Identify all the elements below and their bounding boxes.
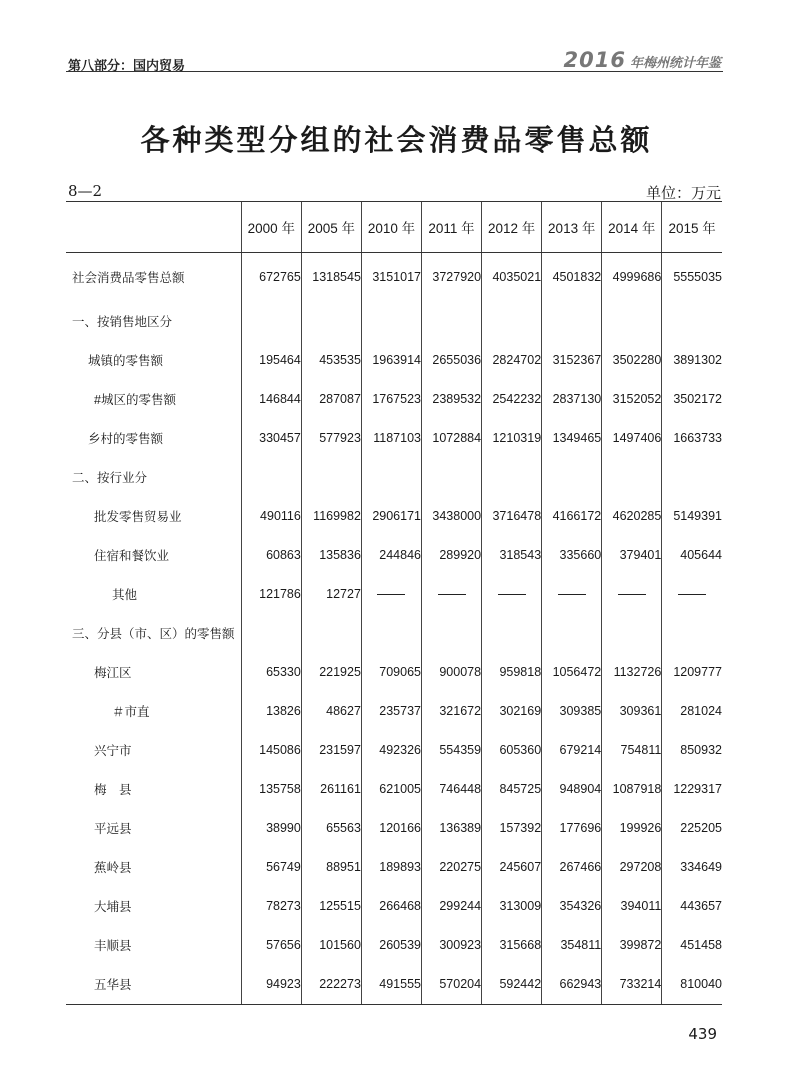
table-row [66, 535, 722, 574]
value-cell: 1963914 [361, 340, 421, 379]
value-cell: 1349465 [542, 418, 602, 457]
dash-line [438, 594, 466, 595]
value-cell: 245607 [482, 847, 542, 886]
value-cell: 12727 [301, 574, 361, 613]
header-corner-cell [66, 202, 241, 253]
value-cell: 2906171 [361, 496, 421, 535]
value-cell: 2824702 [482, 340, 542, 379]
dash-line [558, 594, 586, 595]
value-cell [422, 301, 482, 340]
row-label: 一、按销售地区分 [72, 314, 173, 329]
value-cell: 3438000 [422, 496, 482, 535]
row-label: 大埔县 [94, 899, 132, 914]
value-cell: 1209777 [662, 652, 722, 691]
value-cell: 900078 [422, 652, 482, 691]
year-header: 2012 年 [482, 202, 542, 253]
row-label: 其他 [112, 587, 138, 602]
value-cell: 3727920 [422, 253, 482, 302]
table-row [66, 652, 722, 691]
value-cell: 394011 [602, 886, 662, 925]
year-header: 2005 年 [301, 202, 361, 253]
value-cell: 135758 [241, 769, 301, 808]
value-cell: 1229317 [662, 769, 722, 808]
year-header: 2011 年 [422, 202, 482, 253]
value-cell [482, 457, 542, 496]
value-cell: 605360 [482, 730, 542, 769]
value-cell [361, 613, 421, 652]
value-cell: 3716478 [482, 496, 542, 535]
table-row [66, 613, 722, 652]
value-cell: 1169982 [301, 496, 361, 535]
value-cell: 672765 [241, 253, 301, 302]
value-cell [602, 457, 662, 496]
value-cell: 266468 [361, 886, 421, 925]
empty-value-dash [361, 574, 421, 613]
empty-value-dash [482, 574, 542, 613]
value-cell: 244846 [361, 535, 421, 574]
row-label: 梅 县 [94, 782, 132, 797]
value-cell: 1663733 [662, 418, 722, 457]
value-cell: 136389 [422, 808, 482, 847]
value-cell: 289920 [422, 535, 482, 574]
value-cell: 379401 [602, 535, 662, 574]
row-label: 兴宁市 [94, 743, 132, 758]
value-cell: 335660 [542, 535, 602, 574]
table-row [66, 418, 722, 457]
value-cell: 754811 [602, 730, 662, 769]
yearbook-year: 2016 [563, 48, 626, 72]
year-header: 2010 年 [361, 202, 421, 253]
dash-line [377, 594, 405, 595]
value-cell [662, 613, 722, 652]
row-label: #城区的零售额 [94, 392, 176, 407]
table-row [66, 379, 722, 418]
value-cell [422, 613, 482, 652]
dash-line [498, 594, 526, 595]
value-cell [662, 457, 722, 496]
value-cell [361, 457, 421, 496]
value-cell: 309361 [602, 691, 662, 730]
row-label: 蕉岭县 [94, 860, 132, 875]
value-cell: 709065 [361, 652, 421, 691]
retail-sales-table [66, 201, 722, 1005]
value-cell [301, 301, 361, 340]
row-label: 城镇的零售额 [88, 353, 164, 368]
value-cell: 3502172 [662, 379, 722, 418]
value-cell: 399872 [602, 925, 662, 964]
value-cell: 2389532 [422, 379, 482, 418]
value-cell: 177696 [542, 808, 602, 847]
value-cell: 3502280 [602, 340, 662, 379]
value-cell: 451458 [662, 925, 722, 964]
value-cell: 354811 [542, 925, 602, 964]
value-cell [602, 301, 662, 340]
value-cell [542, 613, 602, 652]
value-cell: 88951 [301, 847, 361, 886]
value-cell: 4035021 [482, 253, 542, 302]
value-cell: 2655036 [422, 340, 482, 379]
value-cell: 313009 [482, 886, 542, 925]
value-cell: 490116 [241, 496, 301, 535]
value-cell [241, 301, 301, 340]
value-cell: 199926 [602, 808, 662, 847]
value-cell: 281024 [662, 691, 722, 730]
value-cell: 746448 [422, 769, 482, 808]
value-cell: 120166 [361, 808, 421, 847]
value-cell: 125515 [301, 886, 361, 925]
value-cell: 287087 [301, 379, 361, 418]
value-cell: 318543 [482, 535, 542, 574]
value-cell: 225205 [662, 808, 722, 847]
row-label: 乡村的零售额 [88, 431, 164, 446]
value-cell: 1072884 [422, 418, 482, 457]
table-row [66, 925, 722, 964]
value-cell: 679214 [542, 730, 602, 769]
value-cell: 443657 [662, 886, 722, 925]
value-cell: 1132726 [602, 652, 662, 691]
row-label: 二、按行业分 [72, 470, 148, 485]
year-header: 2000 年 [241, 202, 301, 253]
value-cell [482, 301, 542, 340]
value-cell: 330457 [241, 418, 301, 457]
value-cell: 2542232 [482, 379, 542, 418]
value-cell: 3152367 [542, 340, 602, 379]
value-cell: 733214 [602, 964, 662, 1005]
table-row [66, 769, 722, 808]
value-cell: 157392 [482, 808, 542, 847]
value-cell: 354326 [542, 886, 602, 925]
value-cell: 267466 [542, 847, 602, 886]
page-number: 439 [688, 1025, 717, 1043]
value-cell: 3891302 [662, 340, 722, 379]
value-cell: 189893 [361, 847, 421, 886]
value-cell: 491555 [361, 964, 421, 1005]
value-cell: 299244 [422, 886, 482, 925]
table-row [66, 340, 722, 379]
value-cell: 1087918 [602, 769, 662, 808]
row-label: 住宿和餐饮业 [94, 548, 170, 563]
value-cell: 13826 [241, 691, 301, 730]
value-cell: 65563 [301, 808, 361, 847]
value-cell [241, 613, 301, 652]
table-row [66, 964, 722, 1005]
value-cell [241, 457, 301, 496]
value-cell: 56749 [241, 847, 301, 886]
value-cell: 405644 [662, 535, 722, 574]
dash-line [618, 594, 646, 595]
value-cell: 4999686 [602, 253, 662, 302]
value-cell: 1318545 [301, 253, 361, 302]
value-cell: 235737 [361, 691, 421, 730]
table-row [66, 301, 722, 340]
table-code: 8—2 [68, 182, 103, 200]
yearbook-title: 年梅州统计年鉴 [629, 56, 721, 71]
value-cell: 94923 [241, 964, 301, 1005]
value-cell: 48627 [301, 691, 361, 730]
value-cell: 101560 [301, 925, 361, 964]
value-cell: 221925 [301, 652, 361, 691]
value-cell: 4166172 [542, 496, 602, 535]
value-cell: 5149391 [662, 496, 722, 535]
value-cell [361, 301, 421, 340]
row-label: 丰顺县 [94, 938, 132, 953]
value-cell: 4501832 [542, 253, 602, 302]
value-cell: 492326 [361, 730, 421, 769]
value-cell [482, 613, 542, 652]
value-cell: 302169 [482, 691, 542, 730]
value-cell: 38990 [241, 808, 301, 847]
row-label: 梅江区 [94, 665, 132, 680]
value-cell: 1187103 [361, 418, 421, 457]
row-label: 平远县 [94, 821, 132, 836]
row-label: ＃市直 [112, 704, 150, 719]
value-cell: 959818 [482, 652, 542, 691]
value-cell: 1497406 [602, 418, 662, 457]
value-cell: 57656 [241, 925, 301, 964]
value-cell [301, 613, 361, 652]
row-label: 三、分县（市、区）的零售额 [72, 626, 235, 641]
table-header-row [66, 202, 722, 253]
value-cell: 592442 [482, 964, 542, 1005]
value-cell: 261161 [301, 769, 361, 808]
row-label: 五华县 [66, 964, 241, 1005]
yearbook-brand [564, 48, 721, 72]
value-cell: 65330 [241, 652, 301, 691]
table-row [66, 730, 722, 769]
value-cell: 121786 [241, 574, 301, 613]
value-cell [542, 301, 602, 340]
empty-value-dash [602, 574, 662, 613]
table-row [66, 691, 722, 730]
value-cell [662, 301, 722, 340]
value-cell: 146844 [241, 379, 301, 418]
value-cell: 145086 [241, 730, 301, 769]
empty-value-dash [422, 574, 482, 613]
dash-line [678, 594, 706, 595]
value-cell [301, 457, 361, 496]
section-header: 第八部分：国内贸易 [68, 59, 186, 74]
value-cell: 3152052 [602, 379, 662, 418]
empty-value-dash [542, 574, 602, 613]
value-cell: 4620285 [602, 496, 662, 535]
table-row [66, 253, 722, 302]
value-cell: 260539 [361, 925, 421, 964]
table-row [66, 574, 722, 613]
value-cell: 810040 [662, 964, 722, 1005]
value-cell: 662943 [542, 964, 602, 1005]
value-cell: 220275 [422, 847, 482, 886]
value-cell: 231597 [301, 730, 361, 769]
header-divider [66, 71, 723, 72]
table-row [66, 886, 722, 925]
year-header: 2015 年 [662, 202, 722, 253]
value-cell: 948904 [542, 769, 602, 808]
value-cell: 78273 [241, 886, 301, 925]
value-cell: 321672 [422, 691, 482, 730]
value-cell [542, 457, 602, 496]
value-cell: 554359 [422, 730, 482, 769]
value-cell: 1767523 [361, 379, 421, 418]
row-label: 批发零售贸易业 [94, 509, 182, 524]
value-cell: 222273 [301, 964, 361, 1005]
value-cell: 297208 [602, 847, 662, 886]
value-cell: 309385 [542, 691, 602, 730]
page-title: 各种类型分组的社会消费品零售总额 [140, 123, 653, 157]
value-cell: 334649 [662, 847, 722, 886]
value-cell: 577923 [301, 418, 361, 457]
value-cell: 5555035 [662, 253, 722, 302]
table-row [66, 808, 722, 847]
value-cell: 2837130 [542, 379, 602, 418]
empty-value-dash [662, 574, 722, 613]
value-cell [602, 613, 662, 652]
year-header: 2014 年 [602, 202, 662, 253]
value-cell: 60863 [241, 535, 301, 574]
value-cell: 195464 [241, 340, 301, 379]
value-cell: 315668 [482, 925, 542, 964]
value-cell: 300923 [422, 925, 482, 964]
value-cell: 621005 [361, 769, 421, 808]
table-row [66, 457, 722, 496]
value-cell: 453535 [301, 340, 361, 379]
value-cell: 845725 [482, 769, 542, 808]
table-row [66, 496, 722, 535]
year-header: 2013 年 [542, 202, 602, 253]
value-cell: 1056472 [542, 652, 602, 691]
value-cell: 135836 [301, 535, 361, 574]
value-cell: 570204 [422, 964, 482, 1005]
row-label: 社会消费品零售总额 [72, 271, 185, 285]
value-cell: 3151017 [361, 253, 421, 302]
unit-label: 单位：万元 [645, 184, 721, 202]
table-row [66, 847, 722, 886]
value-cell: 850932 [662, 730, 722, 769]
value-cell: 1210319 [482, 418, 542, 457]
value-cell [422, 457, 482, 496]
